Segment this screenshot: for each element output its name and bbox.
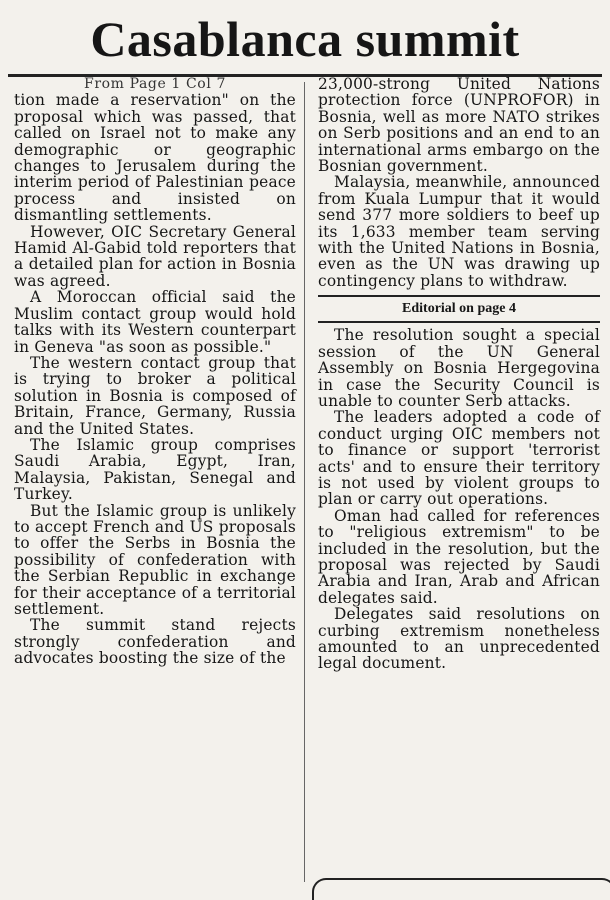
editorial-rule-top [318,295,600,297]
editorial-rule-bottom [318,321,600,323]
article-paragraph: 23,000-strong United Nations protection force (UNPROFOR) in Bosnia, well as more NATO strikes on Serb positions and an end to an international arms embargo on the Bosnian government. [318,75,600,176]
article-paragraph: Malaysia, meanwhile, announced from Kuala Lumpur that it would send 377 more soldiers to beef up its 1,633 member team serving with the United Nations in Bosnia, even as the UN was drawing up contingency plans to withdraw. [318,173,600,290]
article-paragraph: The summit stand rejects strongly confederation and advocates boosting the size of the [14,616,296,668]
article-paragraph: Oman had called for references to "religious extremism" to be included in the resolution, but the proposal was rejected by Saudi Arabia and Iran, Arab and African delegates said. [318,506,600,607]
left-column [14,76,296,667]
column-divider [304,82,305,882]
editorial-reference: Editorial on page 4 [402,301,516,317]
article-paragraph: The resolution sought a special session of the UN General Assembly on Bosnia Hergegovina in case the Security Council is unable to counter Serb attacks. [318,326,600,410]
article-paragraph: Delegates said resolutions on curbing extremism nonetheless amounted to an unprecedented legal document. [318,605,600,673]
article-paragraph: The western contact group that is trying to broker a political solution in Bosnia is composed of Britain, France, Germany, Russia and the United States. [14,353,296,438]
jump-line: From Page 1 Col 7 [84,76,226,92]
article-paragraph: The leaders adopted a code of conduct urging OIC members not to finance or support 'terrorist acts' and to ensure their territory is not used by violent groups to plan or carry out operations. [318,408,600,509]
article-paragraph: But the Islamic group is unlikely to accept French and US proposals to offer the Serbs in Bosnia the possibility of confederation with the Serbian Republic in exchange for their acceptance of a territorial settlement. [14,501,296,618]
article-paragraph: A Moroccan official said the Muslim contact group would hold talks with its Western counterpart in Geneva "as soon as possible." [14,288,296,356]
headline: Casablanca summit [90,11,520,67]
right-column [318,76,600,672]
article-paragraph: tion made a reservation" on the proposal which was passed, that called on Israel not to make any demographic or geographic changes to Jerusalem during the interim period of Palestinian peace process and insisted on dismantling settlements. [14,91,296,225]
article-paragraph: The Islamic group comprises Saudi Arabia, Egypt, Iran, Malaysia, Pakistan, Senegal and Turkey. [14,435,296,504]
next-article-border [312,878,610,900]
article-paragraph: However, OIC Secretary General Hamid Al-Gabid told reporters that a detailed plan for action in Bosnia was agreed. [14,222,296,290]
